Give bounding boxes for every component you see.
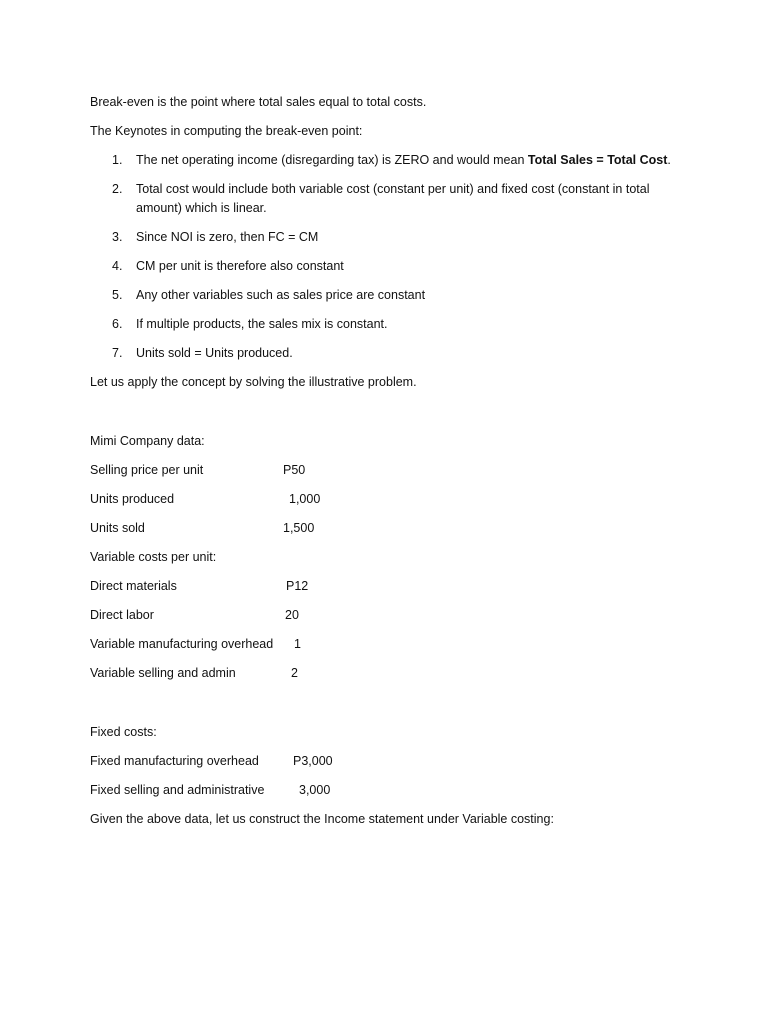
variable-costs-heading: Variable costs per unit: xyxy=(90,550,217,564)
data-label: Variable manufacturing overhead xyxy=(90,637,274,651)
data-value: 2 xyxy=(291,666,298,680)
definition-text: Break-even is the point where total sales equal to total costs. xyxy=(90,95,427,109)
keynote-number: 1. xyxy=(112,153,123,167)
keynote-number: 4. xyxy=(112,259,123,273)
fixed-costs-heading: Fixed costs: xyxy=(90,725,157,739)
data-value: P3,000 xyxy=(293,754,333,768)
keynote-item xyxy=(136,153,671,167)
keynote-number: 6. xyxy=(112,317,123,331)
data-value: 1,500 xyxy=(283,521,315,535)
keynote-text: Any other variables such as sales price are constant xyxy=(136,288,426,302)
data-label: Direct materials xyxy=(90,579,177,593)
keynote-number: 2. xyxy=(112,182,123,196)
keynote-bold-text: Total Sales = Total Cost xyxy=(527,153,668,167)
data-label: Fixed selling and administrative xyxy=(90,783,265,797)
keynote-text: Total cost would include both variable cost (constant per unit) and fixed cost (constant in total xyxy=(136,182,650,196)
keynote-text-end: . xyxy=(667,153,671,167)
data-label: Units produced xyxy=(90,492,175,506)
data-value: 1 xyxy=(294,637,301,651)
keynote-number: 3. xyxy=(112,230,123,244)
data-value: 20 xyxy=(285,608,299,622)
keynote-text: The net operating income (disregarding tax) is ZERO and would mean xyxy=(136,153,528,167)
data-value: 1,000 xyxy=(289,492,321,506)
data-label: Direct labor xyxy=(90,608,154,622)
data-value: P50 xyxy=(283,463,306,477)
data-label: Fixed manufacturing overhead xyxy=(90,754,259,768)
keynote-number: 7. xyxy=(112,346,123,360)
closing-text: Given the above data, let us construct the Income statement under Variable costing: xyxy=(90,812,554,826)
keynote-text: CM per unit is therefore also constant xyxy=(136,259,344,273)
keynote-number: 5. xyxy=(112,288,123,302)
keynote-text: If multiple products, the sales mix is constant. xyxy=(136,317,388,331)
data-label: Variable selling and admin xyxy=(90,666,236,680)
keynote-text: Since NOI is zero, then FC = CM xyxy=(136,230,319,244)
keynote-text-continued: amount) which is linear. xyxy=(136,201,267,215)
keynotes-heading: The Keynotes in computing the break-even point: xyxy=(90,124,363,138)
apply-text: Let us apply the concept by solving the illustrative problem. xyxy=(90,375,417,389)
data-label: Units sold xyxy=(90,521,145,535)
data-value: P12 xyxy=(286,579,309,593)
data-label: Selling price per unit xyxy=(90,463,204,477)
data-value: 3,000 xyxy=(299,783,331,797)
keynote-text: Units sold = Units produced. xyxy=(136,346,293,360)
company-heading: Mimi Company data: xyxy=(90,434,205,448)
